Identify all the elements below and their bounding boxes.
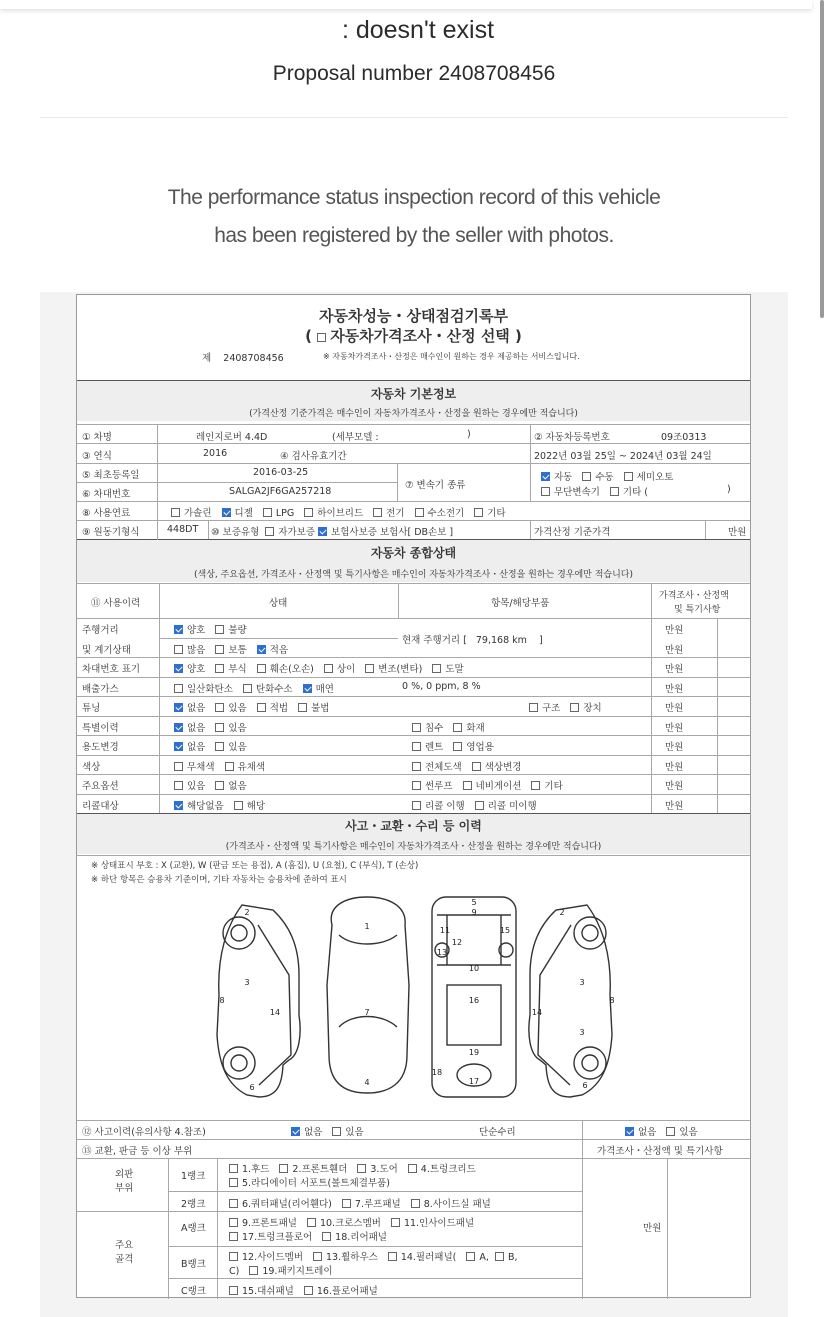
diagram-part-17: 17 <box>468 1077 480 1086</box>
part-sidesill-checkbox[interactable] <box>411 1199 420 1208</box>
usage-row-item-opts: 렌트 영업용 <box>412 739 504 753</box>
state-checkbox[interactable] <box>215 723 224 732</box>
diagram-part-8: 8 <box>609 996 615 1005</box>
record-number: 제 2408708456 <box>202 353 284 364</box>
state-checkbox[interactable] <box>174 801 183 810</box>
trans-other-close: ) <box>727 484 731 495</box>
fuel-hybrid-checkbox[interactable] <box>304 508 313 517</box>
diagram-part-14: 14 <box>269 1008 281 1017</box>
usage-row-unit: 만원 <box>665 781 684 792</box>
state-checkbox[interactable] <box>215 625 224 634</box>
state-checkbox[interactable] <box>365 664 374 673</box>
rankC-label: C랭크 <box>181 1286 206 1297</box>
part-trunk-floor-checkbox[interactable] <box>229 1232 238 1241</box>
rank2-label: 2랭크 <box>181 1199 206 1210</box>
engine-value: 448DT <box>167 524 199 535</box>
diagram-part-16: 16 <box>468 996 480 1005</box>
warranty-self-checkbox[interactable] <box>265 527 274 536</box>
usage-row-item-opts: 전체도색 색상변경 <box>412 759 531 773</box>
rank1-label: 1랭크 <box>181 1171 206 1182</box>
state-checkbox[interactable] <box>174 742 183 751</box>
part-rear-panel-checkbox[interactable] <box>322 1232 331 1241</box>
rank1-items-1: 1.후드 2.프론트휀더 3.도어 4.트렁크리드 <box>229 1161 486 1175</box>
simple-yes-checkbox[interactable] <box>666 1127 675 1136</box>
basic-info-title: 자동차 기본정보 <box>370 387 457 401</box>
rank2-items: 6.쿼터패널(리어휀다) 7.루프패널 8.사이드실 패널 <box>229 1196 501 1210</box>
item-checkbox[interactable] <box>412 742 421 751</box>
usage-row-label: 주요옵션 <box>82 781 119 792</box>
state-checkbox[interactable] <box>215 742 224 751</box>
accident-history-opts: 없음 있음 <box>291 1124 374 1138</box>
col-price-2: 및 특기사항 <box>674 605 721 615</box>
warranty-insurance-checkbox[interactable] <box>318 527 327 536</box>
accident-none-checkbox[interactable] <box>291 1127 300 1136</box>
diagram-part-3: 3 <box>579 978 585 987</box>
fuel-options: 가솔린 디젤 LPG 하이브리드 전기 수소전기 기타 <box>171 505 516 519</box>
item-checkbox[interactable] <box>472 762 481 771</box>
usage-row-unit: 만원 <box>665 801 684 812</box>
car-right-side-outline <box>529 905 615 1097</box>
trans-cvt-checkbox[interactable] <box>541 487 550 496</box>
diagram-part-5: 5 <box>471 898 477 907</box>
item-checkbox[interactable] <box>531 781 540 790</box>
warranty-row: ⑩ 보증유형 자가보증 보험사보증 보험사[ DB손보 ] <box>211 527 454 538</box>
diagram-part-8: 8 <box>219 996 225 1005</box>
usage-row-unit: 만원 <box>665 703 684 714</box>
diagram-part-19: 19 <box>468 1048 480 1057</box>
state-checkbox[interactable] <box>174 762 183 771</box>
vin-label: ⑥ 차대번호 <box>82 489 131 500</box>
part-inside-panel-checkbox[interactable] <box>391 1218 400 1227</box>
item-checkbox[interactable] <box>412 781 421 790</box>
fuel-other-checkbox[interactable] <box>474 508 483 517</box>
scrollbar[interactable] <box>820 0 824 318</box>
reg-number-value: 09조0313 <box>661 432 707 443</box>
part-trunk-checkbox[interactable] <box>408 1164 417 1173</box>
part-door-checkbox[interactable] <box>357 1164 366 1173</box>
diagram-part-15: 15 <box>499 926 511 935</box>
form-subtitle: ( 자동차가격조사・산정 선택 ) <box>305 327 522 345</box>
usage-row-label: 색상 <box>82 762 101 773</box>
fuel-label: ⑧ 사용연료 <box>82 508 131 519</box>
notice-line-1: The performance status inspection record of this vehicle <box>167 186 661 209</box>
usage-row-item-opts: 썬루프 네비게이션 기타 <box>412 778 573 792</box>
rankB-items-1: 12.사이드멤버 13.휠하우스 14.필러패널( A, B, <box>229 1249 517 1263</box>
part-package-tray-checkbox[interactable] <box>249 1266 258 1275</box>
inspection-record-sheet[interactable] <box>76 294 751 1298</box>
accident-title: 사고・교환・수리 등 이력 <box>345 819 482 833</box>
car-left-side-outline <box>217 905 300 1097</box>
rankA-label: A랭크 <box>181 1223 206 1234</box>
page-title: : doesn't exist <box>341 16 495 44</box>
fuel-lpg-checkbox[interactable] <box>263 508 272 517</box>
rank1-items-2: 5.라디에이터 서포트(볼트체결부품) <box>229 1175 400 1189</box>
base-price-unit: 만원 <box>728 527 747 538</box>
part-roof-checkbox[interactable] <box>342 1199 351 1208</box>
diagram-part-4: 4 <box>364 1078 370 1087</box>
part-floor-checkbox[interactable] <box>304 1286 313 1295</box>
accident-note: (가격조사・산정액 및 특기사항은 매수인이 자동차가격조사・산정을 원하는 경우에만 적습니다) <box>225 842 602 852</box>
item-checkbox[interactable] <box>463 781 472 790</box>
rankC-items: 15.대쉬패널 16.플로어패널 <box>229 1283 388 1297</box>
usage-row-item-opts: 침수 화재 <box>412 720 495 734</box>
state-checkbox[interactable] <box>257 664 266 673</box>
usage-row-unit: 만원 <box>665 684 684 695</box>
col-item: 항목/해당부품 <box>491 598 550 609</box>
state-checkbox[interactable] <box>215 664 224 673</box>
state-checkbox[interactable] <box>174 625 183 634</box>
vin-value: SALGA2JF6GA257218 <box>229 486 332 497</box>
state-checkbox[interactable] <box>215 645 224 654</box>
usage-row-label: 튜닝 <box>82 703 101 714</box>
usage-row-item: 0 %, 0 ppm, 8 % <box>402 681 481 692</box>
trans-semi-checkbox[interactable] <box>624 472 633 481</box>
diagram-part-2: 2 <box>559 908 565 917</box>
form-title: 자동차성능・상태점검기록부 <box>319 307 508 325</box>
part-quarter-checkbox[interactable] <box>229 1199 238 1208</box>
fuel-gasoline-checkbox[interactable] <box>171 508 180 517</box>
diagram-part-13: 13 <box>436 948 448 957</box>
usage-row-state: 해당없음 해당 <box>174 798 275 812</box>
trans-row-1: 자동 수동 세미오토 <box>541 469 683 483</box>
diagram-part-3: 3 <box>244 978 250 987</box>
price-survey-checkbox[interactable] <box>317 333 326 342</box>
exchange-price-head: 가격조사・산정액 및 특기사항 <box>597 1146 723 1157</box>
legend-codes: ※ 상태표시 부호 : X (교환), W (판금 또는 용접), A (흠집), U (요철), C (부식), T (손상) <box>91 861 419 871</box>
state-checkbox[interactable] <box>257 645 266 654</box>
usage-row-state: 없음 있음 <box>174 720 257 734</box>
usage-row-state: 양호 부식 훼손(오손) 상이 변조(변타) 도말 <box>174 661 474 675</box>
record-note: ※ 자동차가격조사・산정은 매수인이 원하는 경우 제공하는 서비스입니다. <box>323 352 580 361</box>
first-reg-label: ⑤ 최초등록일 <box>82 470 140 481</box>
state-checkbox[interactable] <box>303 684 312 693</box>
state-checkbox[interactable] <box>432 664 441 673</box>
diagram-part-14: 14 <box>531 1008 543 1017</box>
exchange-label: ⑬ 교환, 판금 등 이상 부위 <box>82 1146 193 1157</box>
rankA-items-1: 9.프론트패널 10.크로스멤버 11.인사이드패널 <box>229 1215 484 1229</box>
diagram-part-3: 3 <box>579 1028 585 1037</box>
diagram-part-10: 10 <box>468 964 480 973</box>
item-checkbox[interactable] <box>529 703 538 712</box>
item-checkbox[interactable] <box>570 703 579 712</box>
usage-row-unit: 만원 <box>665 723 684 734</box>
part-side-member-checkbox[interactable] <box>229 1252 238 1261</box>
state-checkbox[interactable] <box>174 664 183 673</box>
fuel-electric-checkbox[interactable] <box>373 508 382 517</box>
state-checkbox[interactable] <box>174 684 183 693</box>
usage-row-unit: 만원 <box>665 645 684 656</box>
item-checkbox[interactable] <box>412 723 421 732</box>
reg-number-label: ② 자동차등록번호 <box>534 432 610 443</box>
usage-row-label: 주행거리 <box>82 625 119 636</box>
valid-period-label: ④ 검사유효기간 <box>280 451 347 462</box>
simple-repair-label: 단순수리 <box>479 1127 516 1138</box>
item-checkbox[interactable] <box>453 742 462 751</box>
usage-row-state: 무채색 유채색 <box>174 759 275 773</box>
accident-yes-checkbox[interactable] <box>332 1127 341 1136</box>
year-label: ③ 연식 <box>82 451 112 462</box>
top-bar <box>0 0 812 9</box>
usage-row-unit: 만원 <box>665 762 684 773</box>
fuel-hydrogen-checkbox[interactable] <box>415 508 424 517</box>
main-label-2: 골격 <box>115 1254 134 1265</box>
trans-manual-checkbox[interactable] <box>582 472 591 481</box>
diagram-part-6: 6 <box>249 1083 255 1092</box>
pillar-a-checkbox[interactable] <box>466 1252 475 1261</box>
item-checkbox[interactable] <box>475 801 484 810</box>
part-front-panel-checkbox[interactable] <box>229 1218 238 1227</box>
legend-note: ※ 하단 항목은 승용차 기준이며, 기타 자동차는 승용차에 준하여 표시 <box>91 875 347 885</box>
usage-row-unit: 만원 <box>665 625 684 636</box>
main-label: 주요 <box>115 1240 134 1251</box>
item-checkbox[interactable] <box>453 723 462 732</box>
usage-row-label: 리콜대상 <box>82 801 119 812</box>
year-value: 2016 <box>203 448 228 459</box>
col-price: 가격조사・산정액 <box>659 591 729 601</box>
part-cross-member-checkbox[interactable] <box>307 1218 316 1227</box>
usage-row-label: 및 계기상태 <box>82 645 131 656</box>
state-checkbox[interactable] <box>174 781 183 790</box>
outer-label: 외판 <box>115 1169 134 1180</box>
item-checkbox[interactable] <box>412 801 421 810</box>
usage-row-item: 현재 주행거리 [ 79,168 km ] <box>402 635 543 646</box>
col-usage: ⑪ 사용이력 <box>91 598 141 609</box>
simple-repair-opts: 없음 있음 <box>625 1124 708 1138</box>
part-dash-checkbox[interactable] <box>229 1286 238 1295</box>
part-pillar-checkbox[interactable] <box>388 1252 397 1261</box>
state-checkbox[interactable] <box>257 703 266 712</box>
part-wheelhouse-checkbox[interactable] <box>313 1252 322 1261</box>
overall-title: 자동차 종합상태 <box>370 546 457 560</box>
usage-row-state: 없음 있음 적법 불법 <box>174 700 339 714</box>
state-checkbox[interactable] <box>174 723 183 732</box>
col-state: 상태 <box>269 598 288 609</box>
usage-row-state: 많음 보통 적음 <box>174 642 298 656</box>
diagram-part-1: 1 <box>364 922 370 931</box>
car-name-label: ① 차명 <box>82 432 112 443</box>
state-checkbox[interactable] <box>174 703 183 712</box>
usage-row-state: 없음 있음 <box>174 739 257 753</box>
detail-model-label: (세부모델 : <box>332 432 379 443</box>
state-checkbox[interactable] <box>243 684 252 693</box>
pillar-b-checkbox[interactable] <box>495 1252 504 1261</box>
usage-row-state: 양호 불량 <box>174 622 257 636</box>
part-radiator-checkbox[interactable] <box>229 1178 238 1187</box>
notice-line-2: has been registered by the seller with photos. <box>214 224 614 247</box>
item-checkbox[interactable] <box>412 762 421 771</box>
rankB-items-2: C) 19.패키지트레이 <box>229 1266 333 1277</box>
part-hood-checkbox[interactable] <box>229 1164 238 1173</box>
state-checkbox[interactable] <box>225 762 234 771</box>
state-checkbox[interactable] <box>298 703 307 712</box>
car-name-value: 레인지로버 4.4D <box>196 432 268 443</box>
usage-row-unit: 만원 <box>665 742 684 753</box>
usage-row-state: 일산화탄소 탄화수소 매연 <box>174 681 344 695</box>
rankA-items-2: 17.트렁크플로어 18.리어패널 <box>229 1229 397 1243</box>
simple-none-checkbox[interactable] <box>625 1127 634 1136</box>
trans-row-2: 무단변속기 기타 ( <box>541 484 658 498</box>
usage-row-item-opts: 리콜 이행 리콜 미이행 <box>412 798 547 812</box>
trans-auto-checkbox[interactable] <box>541 472 550 481</box>
proposal-number: Proposal number 2408708456 <box>272 62 556 85</box>
usage-row-state: 있음 없음 <box>174 778 257 792</box>
diagram-part-6: 6 <box>582 1081 588 1090</box>
accident-history-label: ⑫ 사고이력(유의사항 4.참조) <box>82 1127 206 1138</box>
car-diagram <box>77 885 750 1117</box>
outer-label-2: 부위 <box>115 1183 134 1194</box>
diagram-part-11: 11 <box>439 926 451 935</box>
state-checkbox[interactable] <box>324 664 333 673</box>
fuel-diesel-checkbox[interactable] <box>222 508 231 517</box>
state-checkbox[interactable] <box>215 781 224 790</box>
diagram-part-12: 12 <box>451 938 463 947</box>
diagram-part-18: 18 <box>431 1068 443 1077</box>
state-checkbox[interactable] <box>215 703 224 712</box>
usage-row-label: 용도변경 <box>82 742 119 753</box>
usage-row-label: 특별이력 <box>82 723 119 734</box>
exchange-unit: 만원 <box>643 1223 662 1234</box>
base-price-label: 가격산정 기준가격 <box>534 527 611 538</box>
diagram-part-2: 2 <box>244 908 250 917</box>
diagram-part-7: 7 <box>364 1008 370 1017</box>
transmission-label: ⑦ 변속기 종류 <box>405 480 466 491</box>
usage-row-label: 차대번호 표기 <box>82 664 141 675</box>
valid-period-value: 2022년 03월 25일 ~ 2024년 03월 24일 <box>534 451 712 462</box>
usage-row-unit: 만원 <box>665 664 684 675</box>
rankB-label: B랭크 <box>181 1259 206 1270</box>
state-checkbox[interactable] <box>234 801 243 810</box>
part-fender-checkbox[interactable] <box>279 1164 288 1173</box>
usage-row-item-opts: 구조 장치 <box>529 700 612 714</box>
state-checkbox[interactable] <box>174 645 183 654</box>
engine-label: ⑨ 원동기형식 <box>82 527 140 538</box>
trans-other-checkbox[interactable] <box>610 487 619 496</box>
first-reg-value: 2016-03-25 <box>253 467 309 478</box>
basic-info-note: (가격산정 기준가격은 매수인이 자동차가격조사・산정을 원하는 경우에만 적습니다) <box>249 409 578 419</box>
divider <box>40 117 788 118</box>
overall-note: (색상, 주요옵션, 가격조사・산정액 및 특기사항은 매수인이 자동차가격조사・산정을 원하는 경우에만 적습니다) <box>193 570 634 580</box>
detail-model-close: ) <box>467 429 471 440</box>
usage-row-label: 배출가스 <box>82 684 119 695</box>
diagram-part-9: 9 <box>471 908 477 917</box>
